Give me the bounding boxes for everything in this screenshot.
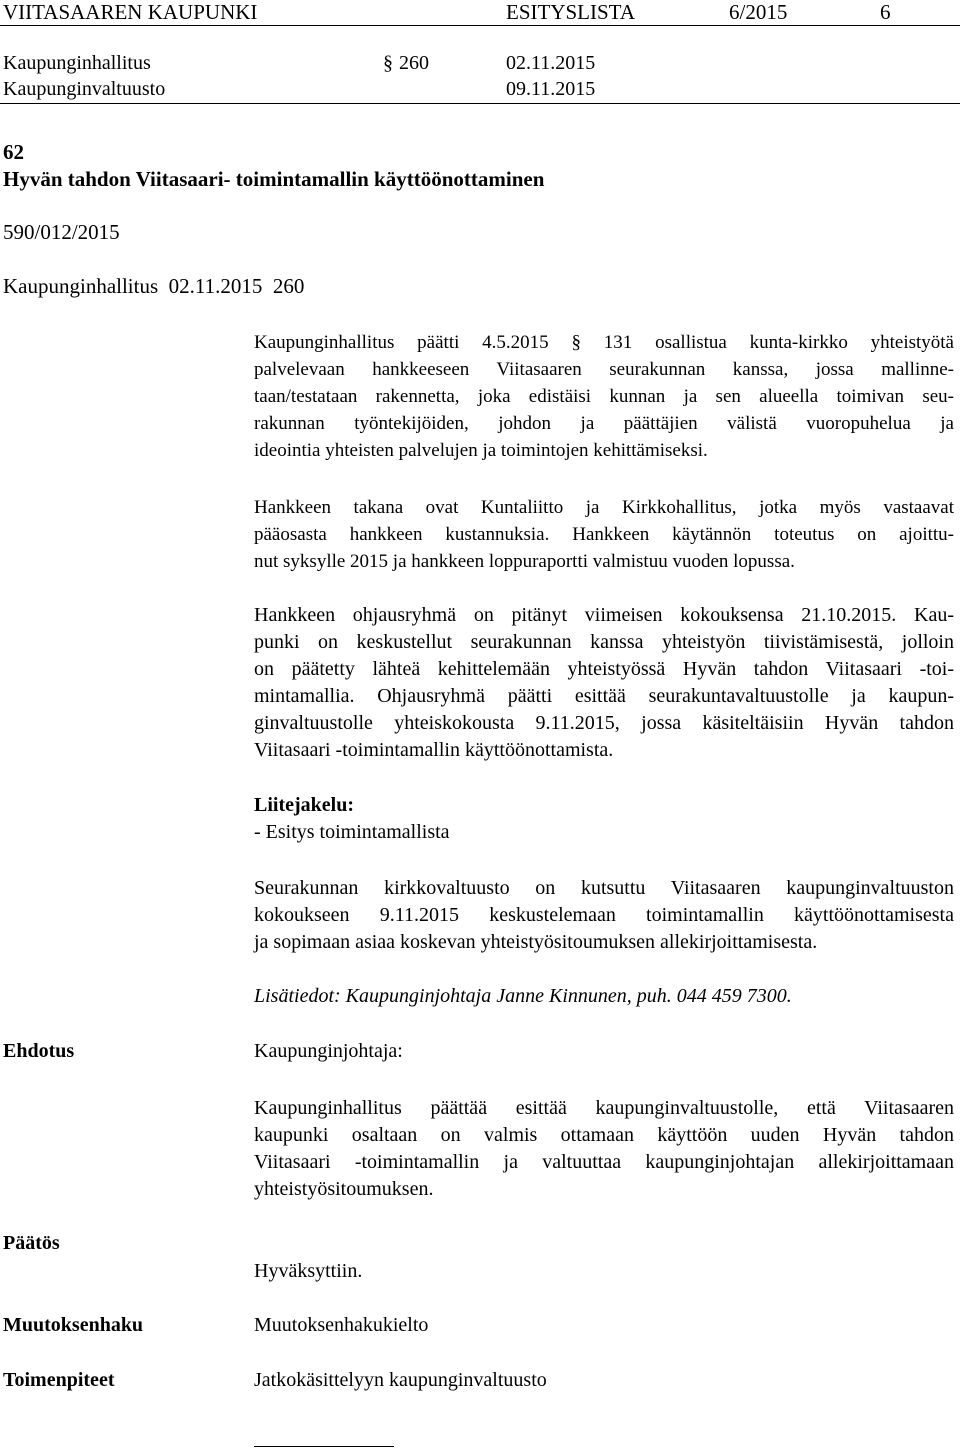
meta-divider [0, 103, 960, 104]
header-divider [0, 25, 960, 26]
paragraph-line: ideointia yhteisten palvelujen ja toimintojen kehittämiseksi. [254, 440, 708, 461]
paragraph-3 [254, 602, 954, 764]
paragraph-4 [254, 875, 954, 956]
paragraph-line: Viitasaari -toimintamallin ja valtuuttaa kaupunginjohtajan allekirjoittamaan [254, 1151, 954, 1173]
paragraph-line: Viitasaari -toimintamallin käyttöönottamista. [254, 739, 614, 761]
paragraph-line: mintamallia. Ohjausryhmä päätti esittää seurakuntavaltuustolle ja kaupun- [254, 685, 954, 707]
paragraph-2 [254, 494, 954, 575]
meta-date-1: 02.11.2015 [506, 52, 596, 74]
paragraph-line: ja sopimaan asiaa koskevan yhteistyösitoumuksen allekirjoittamisesta. [254, 931, 818, 953]
org-name: VIITASAAREN KAUPUNKI [3, 0, 258, 24]
item-number: 62 [3, 140, 24, 164]
muutoksenhaku-label: Muutoksenhaku [3, 1314, 144, 1336]
ehdotus-text [254, 1095, 954, 1203]
paragraph-line: punki on keskustellut seurakunnan kanssa yhteistyön tiivistämisestä, jolloin [254, 631, 954, 653]
paragraph-line: Kaupunginhallitus päätti 4.5.2015 § 131 osallistua kunta-kirkko yhteistyötä [254, 332, 954, 353]
item-history: Kaupunginhallitus 02.11.2015 260 [3, 274, 305, 298]
meta-body-2: Kaupunginvaltuusto [3, 78, 166, 100]
paragraph-line: kokoukseen 9.11.2015 keskustelemaan toimintamallin käyttöönottamisesta [254, 904, 954, 926]
footer-rule [254, 1446, 394, 1447]
paragraph-line: yhteistyösitoumuksen. [254, 1178, 434, 1200]
paragraph-line: Kaupunginhallitus päättää esittää kaupunginvaltuustolle, että Viitasaaren [254, 1097, 954, 1119]
doc-type: ESITYSLISTA [506, 0, 635, 24]
paragraph-line: rakunnan työntekijöiden, johdon ja päättäjien välistä vuoropuhelua ja [254, 413, 954, 434]
paragraph-line: nut syksylle 2015 ja hankkeen loppuraportti valmistuu vuoden lopussa. [254, 551, 795, 572]
paragraph-line: taan/testataan rakennetta, joka edistäisi kunnan ja sen alueella toimivan seu- [254, 386, 954, 407]
paragraph-1 [254, 329, 954, 464]
paragraph-line: kaupunki osaltaan on valmis ottamaan käyttöön uuden Hyvän tahdon [254, 1124, 954, 1146]
diary-number: 590/012/2015 [3, 220, 120, 244]
muutoksenhaku-value: Muutoksenhakukielto [254, 1314, 429, 1336]
paragraph-line: Seurakunnan kirkkovaltuusto on kutsuttu Viitasaaren kaupunginvaltuuston [254, 877, 954, 899]
paragraph-line: Hankkeen takana ovat Kuntaliitto ja Kirkkohallitus, jotka myös vastaavat [254, 497, 954, 518]
meta-body-1: Kaupunginhallitus [3, 52, 151, 74]
item-title: Hyvän tahdon Viitasaari- toimintamallin käyttöönottaminen [3, 167, 545, 191]
toimenpiteet-label: Toimenpiteet [3, 1369, 115, 1391]
issue-number: 6/2015 [729, 0, 788, 24]
paatos-value: Hyväksyttiin. [254, 1260, 363, 1282]
meta-number-1: 260 [399, 52, 429, 74]
lisatiedot: Lisätiedot: Kaupunginjohtaja Janne Kinnunen, puh. 044 459 7300. [254, 985, 792, 1007]
section-symbol: § [383, 52, 393, 74]
ehdotus-by: Kaupunginjohtaja: [254, 1040, 403, 1062]
paatos-label: Päätös [3, 1232, 60, 1254]
liitejakelu-label: Liitejakelu: [254, 794, 354, 816]
liitejakelu-item: - Esitys toimintamallista [254, 821, 450, 843]
paragraph-line: Hankkeen ohjausryhmä on pitänyt viimeisen kokouksensa 21.10.2015. Kau- [254, 604, 954, 626]
meta-date-2: 09.11.2015 [506, 78, 596, 100]
paragraph-line: on päätetty lähteä kehittelemään yhteistyössä Hyvän tahdon Viitasaari -toi- [254, 658, 954, 680]
ehdotus-label: Ehdotus [3, 1040, 75, 1062]
paragraph-line: ginvaltuustolle yhteiskokousta 9.11.2015, jossa käsiteltäisiin Hyvän tahdon [254, 712, 954, 734]
page-number: 6 [880, 0, 891, 24]
paragraph-line: pääosasta hankkeen kustannuksia. Hankkeen käytännön toteutus on ajoittu- [254, 524, 954, 545]
toimenpiteet-value: Jatkokäsittelyyn kaupunginvaltuusto [254, 1369, 547, 1391]
paragraph-line: palvelevaan hankkeeseen Viitasaaren seurakunnan kanssa, jossa mallinne- [254, 359, 954, 380]
